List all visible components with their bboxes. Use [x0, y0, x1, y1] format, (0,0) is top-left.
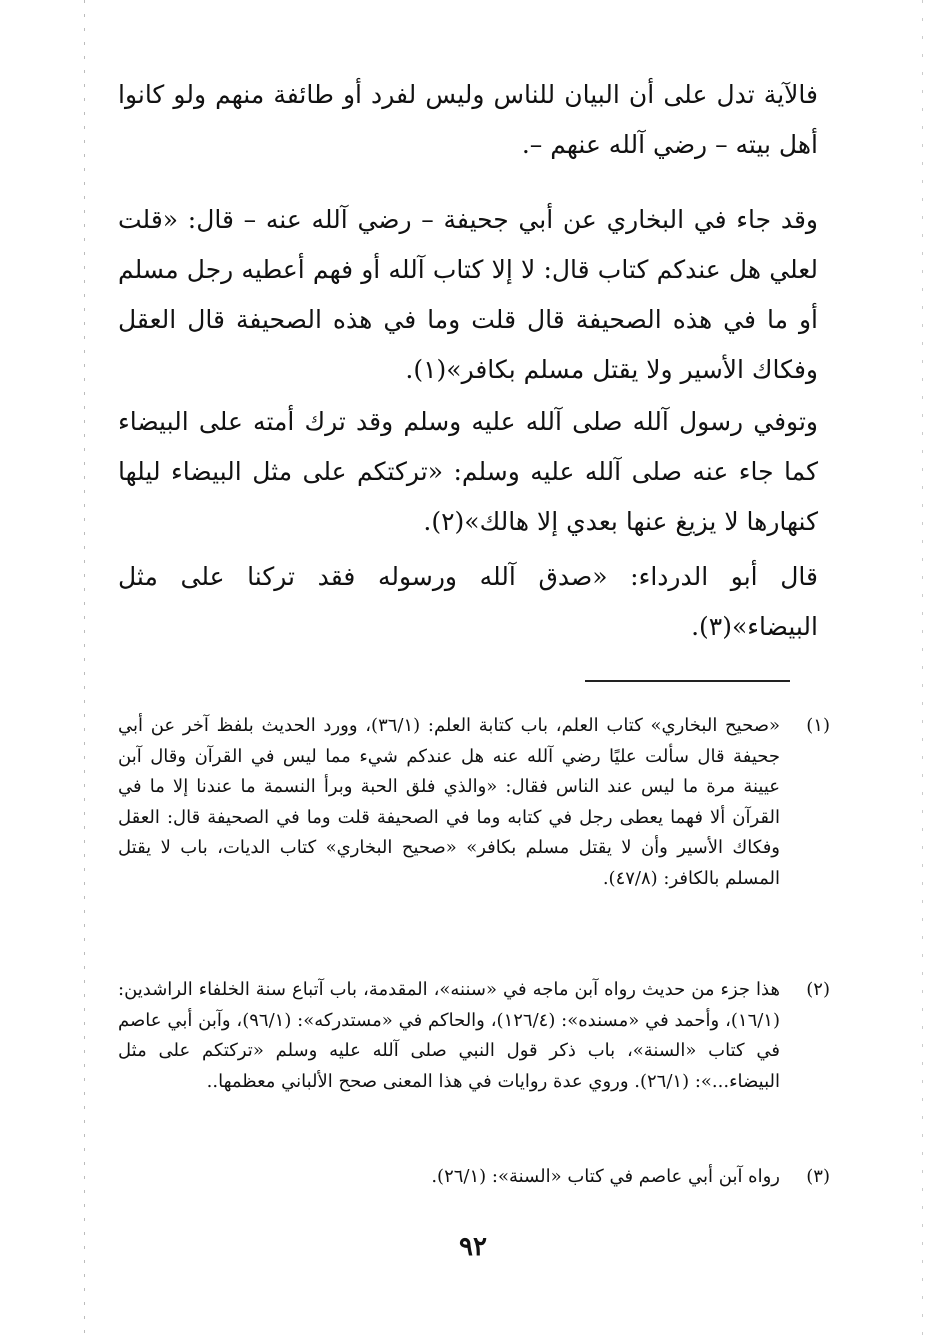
page-number: ٩٢	[459, 1232, 487, 1262]
paragraph-3: وتوفي رسول آلله صلى آلله عليه وسلم وقد ترك أمته على البيضاء كما جاء عنه صلى آلله عليه وسلم: «تركتكم على مثل البيضاء ليلها كنهارها لا يزيغ عنها بعدي إلا هالك»(٢).	[118, 407, 818, 536]
footnote-2	[118, 975, 830, 1097]
footnote-number: (٢)	[806, 979, 830, 1000]
footnote-text: «صحيح البخاري» كتاب العلم، باب كتابة العلم: (٣٦/١)، وورد الحديث بلفظ آخر عن أبي جحيفة قال سألت عليًا رضي آلله عنه هل عندكم شيء مما ليس في القرآن وقال آبن عيينة مرة ما ليس عند الناس فقال: «والذي فلق الحبة وبرأ النسمة ما عندنا إلا ما في القرآن ألا فهما يعطى رجل في كتابه وما في الصحيفة قلت وما في الصحيفة قال: العقل وفكاك الأسير وأن لا يقتل مسلم بكافر» «صحيح البخاري» كتاب الديات، باب لا يقتل المسلم بالكافر: (٤٧/٨).	[118, 715, 780, 889]
footnote-text: هذا جزء من حديث رواه آبن ماجه في «سننه»، المقدمة، باب آتباع سنة الخلفاء الراشدين: (١٦/١)، وأحمد في «مسنده»: (١٢٦/٤)، والحاكم في «مستدركه»: (٩٦/١)، وآبن أبي عاصم في كتاب «السنة»، باب ذكر قول النبي صلى آلله عليه وسلم «تركتكم على مثل البيضاء...»: (٢٦/١). وروي عدة روايات في هذا المعنى صحح الألباني معظمها..	[118, 979, 781, 1092]
footnote-number: (١)	[806, 715, 830, 736]
paragraph-1: فالآية تدل على أن البيان للناس وليس لفرد أو طائفة منهم ولو كانوا أهل بيته – رضي آلله عنهم –.	[118, 80, 818, 159]
scan-edge-right	[922, 0, 923, 1344]
footnote-3	[118, 1162, 830, 1193]
footnote-divider	[585, 680, 790, 682]
footnote-1	[118, 711, 830, 894]
paragraph-4: قال أبو الدرداء: «صدق آلله ورسوله فقد تركنا على مثل البيضاء»(٣).	[118, 562, 818, 641]
paragraph-2: وقد جاء في البخاري عن أبي جحيفة – رضي آلله عنه – قال: «قلت لعلي هل عندكم كتاب قال: لا إلا كتاب آلله أو فهم أعطيه رجل مسلم أو ما في هذه الصحيفة قال قلت وما في هذه الصحيفة قال العقل وفكاك الأسير ولا يقتل مسلم بكافر»(١).	[118, 205, 818, 384]
scan-edge-left	[84, 0, 85, 1344]
footnote-text: رواه آبن أبي عاصم في كتاب «السنة»: (٢٦/١).	[431, 1166, 780, 1187]
footnote-number: (٣)	[806, 1166, 830, 1187]
